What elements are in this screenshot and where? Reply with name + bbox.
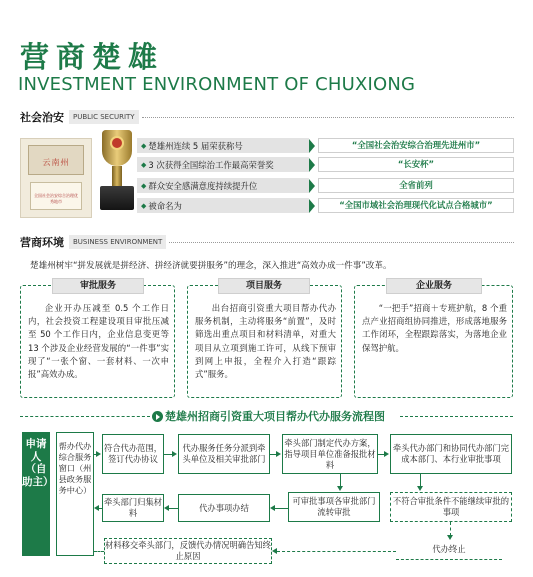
connector — [94, 551, 104, 552]
honor-value: “全国市域社会治理现代化试点合格城市” — [318, 198, 514, 213]
arrow-right-icon — [276, 451, 281, 457]
honor-text: 3 次获得全国综治工作最高荣誉奖 — [148, 159, 274, 170]
arrow-right-icon — [384, 451, 389, 457]
applicant-box: 申请人（自助主） — [22, 432, 50, 556]
service-title: 审批服务 — [52, 278, 144, 294]
honor-text: 被命名为 — [148, 200, 182, 211]
service-text: “一把手”招商＋专班护航，8 个重点产业招商组协同推进，形成落地服务工作闭环，全程跟踪落实，为落地企业保驾护航。 — [362, 303, 507, 353]
flow-step-terminate: 代办终止 — [396, 540, 502, 560]
trophy-emblem-icon — [110, 136, 124, 150]
public-security-header — [20, 109, 514, 125]
business-environment-header — [20, 234, 514, 250]
arrow-right-icon — [309, 158, 315, 172]
honor-value: “全国社会治安综合治理先进州市” — [318, 138, 514, 153]
connector — [277, 551, 396, 552]
page-title: 营商楚雄 — [20, 40, 165, 74]
flow-step-complete-matter: 代办事项办结 — [178, 494, 270, 522]
bullet-icon: ◆ — [141, 201, 147, 210]
honor-value: “长安杯” — [318, 157, 514, 172]
arrow-left-icon — [164, 505, 169, 511]
section-title-cn: 社会治安 — [20, 111, 64, 124]
connector — [169, 508, 178, 509]
flow-step-not-eligible: 不符合审批条件不能继续审批的事项 — [390, 492, 512, 522]
section-title-en: BUSINESS ENVIRONMENT — [69, 235, 166, 249]
flow-step-circulate-approval: 可审批事项各审批部门流转审批 — [288, 492, 380, 522]
honor-row — [137, 138, 514, 153]
service-title: 企业服务 — [386, 278, 482, 294]
arrow-left-icon — [272, 548, 277, 554]
arrow-right-icon — [309, 139, 315, 153]
flowchart-title: 楚雄州招商引资重大项目帮办代办服务流程图 — [165, 410, 385, 423]
title-divider-right — [400, 416, 513, 417]
honor-row — [137, 198, 514, 213]
service-text: 企业开办压减至 0.5 个工作日内，社会投资工程建设项目审批压减至 50 个工作日内，企业信息变更等 13 个涉及企业经营发展的“一件事”实现了“一张个窗、一套材料、一次申报”高效办成。 — [28, 303, 169, 380]
honor-text: 群众安全感满意度持续提升位 — [148, 180, 258, 191]
flow-step-transfer-materials: 材料移交牵头部门，反馈代办情况明确告知终止原因 — [104, 538, 272, 564]
play-icon — [152, 411, 163, 422]
intro-text: 楚雄州树牢“拼发展就是拼经济、拼经济就要拼服务”的理念，深入推进“高效办成一件事”改革。 — [30, 261, 392, 271]
arrow-right-icon — [309, 199, 315, 213]
arrow-left-icon — [94, 505, 99, 511]
section-divider — [142, 117, 514, 118]
section-divider — [169, 242, 514, 243]
plaque-bottom-text: 全国社会治安综合治理优秀地市 — [34, 193, 78, 204]
connector — [99, 508, 102, 509]
service-text: 出台招商引资重大项目帮办代办服务机制，主动将服务“前置”，及时筛选出重点项目和材料清单，对重大项目从立项到施工许可，从线下预审到网上申报，全程介入打造“跟踪式”服务。 — [195, 303, 336, 380]
plaque-top-text: 云南州 — [42, 158, 70, 167]
arrow-down-icon — [417, 486, 423, 491]
flow-step-make-plan: 牵头部门制定代办方案，指导项目单位准备报批材料 — [282, 434, 378, 474]
honor-text: 楚雄州连续 5 届荣获称号 — [148, 140, 243, 151]
bullet-icon: ◆ — [141, 160, 147, 169]
title-divider-left — [20, 416, 150, 417]
section-title-en: PUBLIC SECURITY — [69, 110, 139, 124]
arrow-down-icon — [337, 486, 343, 491]
honor-value: 全省前列 — [318, 178, 514, 193]
flow-step-sign-agreement: 符合代办范围，签订代办协议 — [102, 434, 164, 474]
trophy-base — [100, 186, 134, 210]
bullet-icon: ◆ — [141, 181, 147, 190]
arrow-right-icon — [309, 179, 315, 193]
service-title: 项目服务 — [218, 278, 310, 294]
connector — [275, 508, 288, 509]
section-title-cn: 营商环境 — [20, 236, 64, 249]
service-center-box: 帮办代办综合服务窗口（州县政务服务中心） — [56, 432, 94, 556]
arrow-right-icon — [172, 451, 177, 457]
flow-step-collect-materials: 牵头部门归集材料 — [102, 494, 164, 522]
page-subtitle-en: INVESTMENT ENVIRONMENT OF CHUXIONG — [18, 74, 416, 95]
bullet-icon: ◆ — [141, 141, 147, 150]
arrow-down-icon — [447, 535, 453, 540]
honor-row — [137, 178, 514, 193]
flow-step-assign-task: 代办服务任务分派到牵头单位及相关审批部门 — [178, 434, 270, 474]
connector — [450, 522, 451, 536]
honor-row — [137, 157, 514, 172]
flow-step-complete-approval: 牵头代办部门和协同代办部门完成本部门、本行业审批事项 — [390, 434, 512, 474]
arrow-right-icon — [96, 451, 101, 457]
arrow-left-icon — [270, 505, 275, 511]
trophy-stem — [112, 166, 122, 186]
